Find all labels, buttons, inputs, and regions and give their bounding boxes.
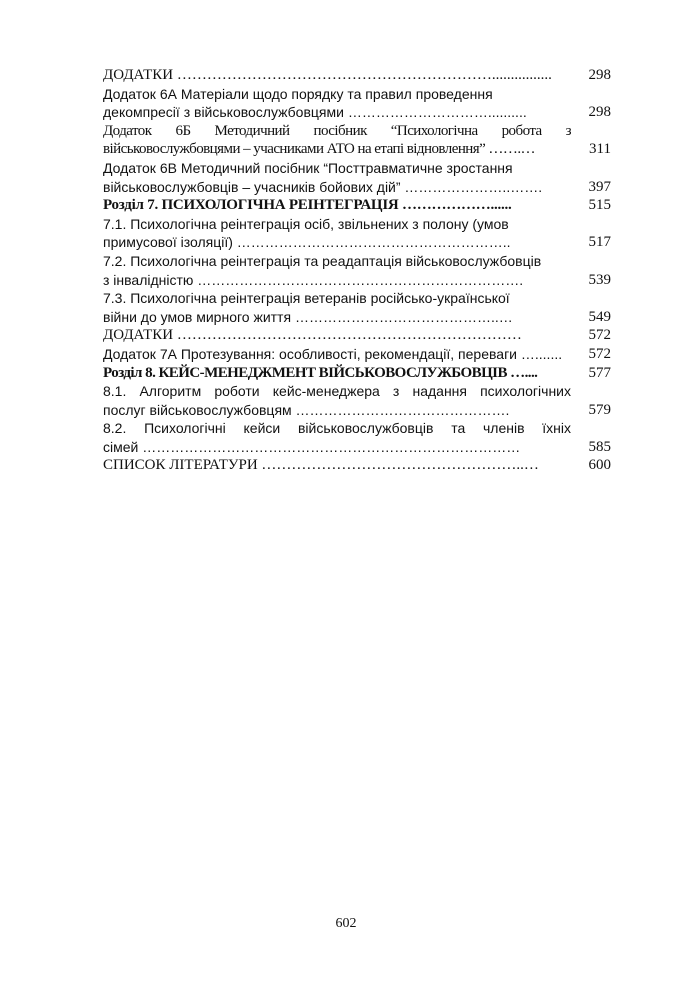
toc-entry-line: сімей ……………………………………………………………………… [103, 438, 521, 455]
page-number: 602 [335, 916, 357, 931]
toc-entry-text [103, 215, 571, 252]
toc-entry-page: 298 [588, 104, 611, 121]
toc-entry-section-7-1 [103, 215, 611, 252]
toc-entry-line: 8.1. Алгоритм роботи кейс-менеджера з надання психологічних [103, 383, 571, 400]
toc-entry-line: ДОДАТКИ …………………………………………………………… [103, 327, 522, 344]
toc-entry-line: ДОДАТКИ ………………………………………………………................ [103, 67, 552, 83]
toc-entry-section-7-3 [103, 289, 611, 326]
toc-entry-page: 579 [588, 401, 611, 418]
toc-entry-section-7-2 [103, 252, 611, 289]
toc-entry-line: з інвалідністю ……………………………………………………………. [103, 271, 524, 288]
toc-entry-appendix-6a [103, 85, 611, 122]
toc-entry-text [103, 345, 571, 364]
toc-entry-chapter-7 [103, 196, 611, 215]
toc-entry-page: 517 [588, 234, 611, 251]
toc-entry-appendix-6b [103, 122, 611, 159]
toc-entry-text [103, 456, 571, 475]
toc-entry-line: військовослужбовців – учасників бойових дій” …………………..……. [103, 178, 543, 195]
toc-entry-line: Розділ 8. КЕЙС-МЕНЕДЖМЕНТ ВІЙСЬКОВОСЛУЖБОВЦІВ ….... [103, 364, 538, 381]
toc-entry-line: 8.2. Психологічні кейси військовослужбовців та членів їхніх [103, 420, 571, 437]
toc-entry-text [103, 252, 571, 289]
toc-entry-text [103, 364, 571, 383]
toc-entry-line: примусової ізоляції) ………………………………………………….. [103, 234, 511, 251]
toc-entry-page: 515 [588, 197, 611, 214]
toc-entry-line: військовослужбовцями – учасниками АТО на етапі відновлення” …….… [103, 141, 535, 158]
toc-entry-line: війни до умов мирного життя ……………………………………..… [103, 308, 513, 325]
toc-entry-line: Розділ 7. ПСИХОЛОГІЧНА РЕІНТЕГРАЦІЯ ………………...... [103, 197, 512, 214]
toc-entry-text [103, 66, 571, 85]
toc-entry-page: 298 [588, 67, 611, 83]
toc-entry-page: 539 [588, 271, 611, 288]
toc-entry-page: 572 [588, 327, 611, 344]
toc-entry-chapter-8 [103, 364, 611, 383]
toc-entry-page: 585 [588, 438, 611, 455]
toc-entry-line: 7.3. Психологічна реінтеграція ветеранів російсько-української [103, 290, 510, 307]
toc-entry-text [103, 85, 571, 122]
toc-entry-references [103, 456, 611, 475]
table-of-contents [103, 66, 611, 475]
toc-entry-page: 397 [588, 178, 611, 195]
toc-entry-appendix-7a [103, 345, 611, 364]
toc-entry-section-8-2 [103, 419, 611, 456]
toc-entry-page: 549 [588, 308, 611, 325]
toc-entry-line: декомпресії з військовослужбовцями ………………………….......... [103, 104, 527, 121]
toc-entry-appendices-7 [103, 326, 611, 345]
toc-entry-text [103, 326, 571, 345]
toc-entry-text [103, 196, 571, 215]
toc-entry-line: 7.2. Психологічна реінтеграція та реадаптація військовослужбовців [103, 252, 542, 269]
toc-entry-text [103, 382, 571, 419]
toc-entry-page: 311 [589, 141, 611, 158]
toc-entry-line: Додаток 7А Протезування: особливості, рекомендації, переваги …....... [103, 345, 563, 362]
toc-entry-line: Додаток 6А Матеріали щодо порядку та правил проведення [103, 85, 493, 102]
toc-entry-line: Додаток 6Б Методичний посібник “Психологічна робота з [103, 122, 571, 139]
toc-entry-appendices-6 [103, 66, 611, 85]
toc-entry-section-8-1 [103, 382, 611, 419]
toc-entry-line: 7.1. Психологічна реінтеграція осіб, звільнених з полону (умов [103, 215, 509, 232]
toc-entry-text [103, 122, 571, 159]
toc-entry-page: 577 [588, 364, 611, 381]
toc-entry-line: Додаток 6В Методичний посібник “Посттравматичне зростання [103, 159, 513, 176]
toc-entry-line: СПИСОК ЛІТЕРАТУРИ ……………………………………………..… [103, 457, 539, 474]
toc-entry-text [103, 159, 571, 196]
toc-entry-text [103, 289, 571, 326]
toc-entry-line: послуг військовослужбовцям ………………………………………. [103, 401, 510, 418]
toc-entry-page: 572 [588, 345, 611, 362]
toc-entry-appendix-6v [103, 159, 611, 196]
toc-entry-page: 600 [588, 457, 611, 474]
toc-entry-text [103, 419, 571, 456]
